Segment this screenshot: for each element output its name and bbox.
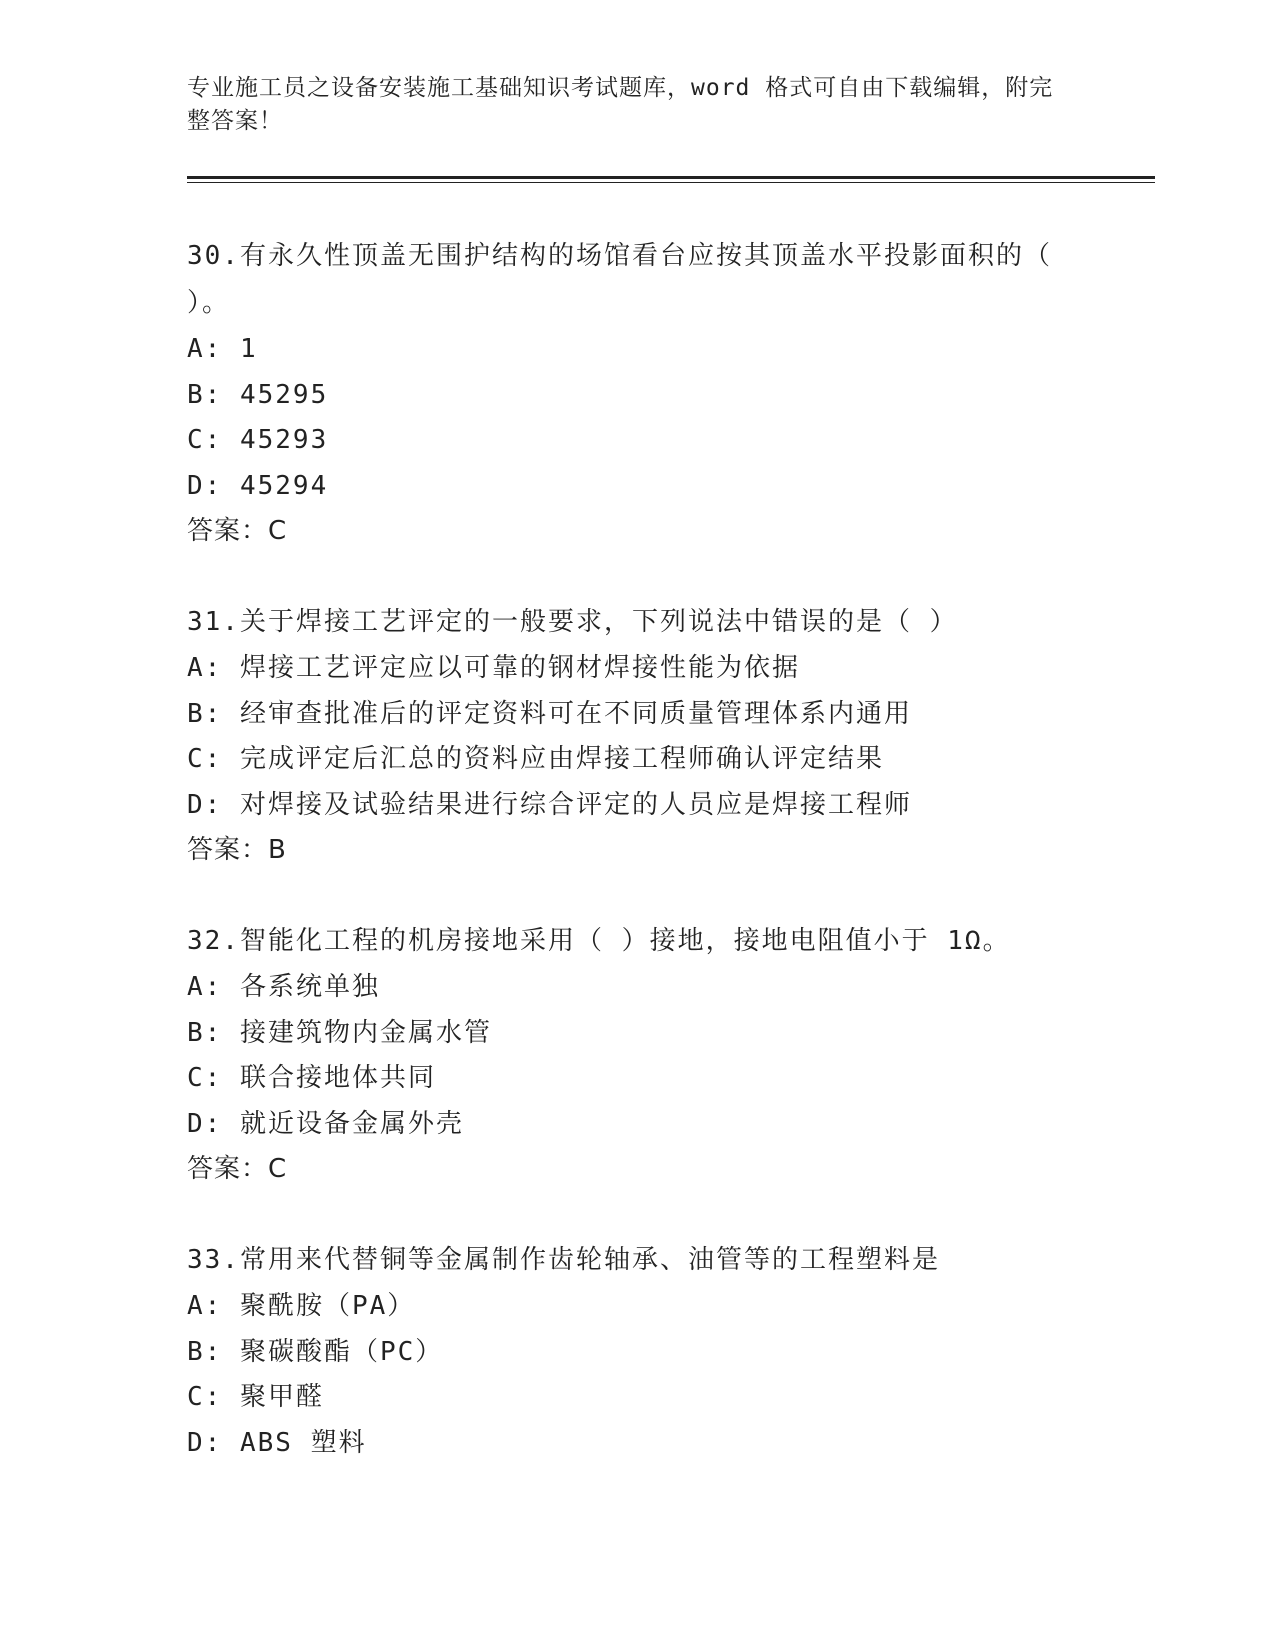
option-text: 45293	[239, 425, 329, 455]
question-text	[187, 918, 1087, 965]
document-header	[187, 72, 1067, 138]
option-b	[187, 373, 1087, 419]
option-letter: B:	[187, 1017, 223, 1048]
option-text: 就近设备金属外壳	[239, 1108, 464, 1139]
option-b	[187, 1011, 1087, 1057]
question-32	[187, 918, 1087, 1192]
header-divider-thick	[187, 176, 1155, 179]
option-letter: A:	[187, 334, 223, 364]
option-text: 焊接工艺评定应以可靠的钢材焊接性能为依据	[239, 653, 800, 683]
option-text: ABS 塑料	[239, 1427, 367, 1458]
header-line-2: 整答案！	[187, 108, 283, 134]
option-c	[187, 737, 1087, 783]
option-letter: D:	[187, 1427, 223, 1458]
option-text: 接建筑物内金属水管	[239, 1017, 492, 1048]
question-text	[187, 1237, 1087, 1284]
option-letter: A:	[187, 972, 223, 1002]
option-c	[187, 418, 1087, 464]
option-a	[187, 965, 1087, 1011]
option-text: 各系统单独	[239, 972, 380, 1002]
option-letter: C:	[187, 1063, 223, 1093]
option-text: 45294	[239, 470, 329, 501]
question-text-line-2: ）。	[187, 288, 231, 318]
option-text: 经审查批准后的评定资料可在不同质量管理体系内通用	[239, 698, 912, 729]
option-letter: B:	[187, 1336, 223, 1367]
answer-label: 答案：C	[187, 516, 288, 546]
header-divider-thin	[187, 182, 1155, 183]
question-list	[187, 233, 1087, 1511]
header-line-1: 专业施工员之设备安装施工基础知识考试题库，word 格式可自由下载编辑，附完	[187, 75, 1054, 101]
option-text: 45295	[239, 379, 329, 410]
option-b	[187, 692, 1087, 738]
question-31	[187, 599, 1087, 873]
option-d	[187, 1421, 1087, 1467]
question-text-line-1: 30.有永久性顶盖无围护结构的场馆看台应按其顶盖水平投影面积的（	[187, 241, 1052, 271]
option-a	[187, 646, 1087, 692]
answer-label: 答案：C	[187, 1154, 288, 1184]
option-letter: D:	[187, 1108, 223, 1139]
option-letter: D:	[187, 470, 223, 501]
option-letter: B:	[187, 698, 223, 729]
option-letter: C:	[187, 425, 223, 455]
option-text: 对焊接及试验结果进行综合评定的人员应是焊接工程师	[239, 789, 912, 820]
question-text-line-1: 33.常用来代替铜等金属制作齿轮轴承、油管等的工程塑料是	[187, 1245, 940, 1275]
option-letter: A:	[187, 653, 223, 683]
option-text: 聚甲醛	[239, 1382, 324, 1412]
option-text: 聚碳酸酯（PC）	[239, 1336, 444, 1367]
option-a	[187, 1284, 1087, 1330]
question-text	[187, 233, 1087, 327]
option-text: 1	[239, 334, 258, 364]
option-c	[187, 1375, 1087, 1421]
question-33	[187, 1237, 1087, 1466]
option-letter: C:	[187, 744, 223, 774]
option-letter: A:	[187, 1291, 223, 1321]
answer-label: 答案：B	[187, 835, 287, 865]
option-b	[187, 1330, 1087, 1376]
question-text-line-1: 32.智能化工程的机房接地采用（ ）接地，接地电阻值小于 1Ω。	[187, 926, 1011, 956]
option-d	[187, 783, 1087, 829]
option-letter: B:	[187, 379, 223, 410]
option-c	[187, 1056, 1087, 1102]
option-d	[187, 464, 1087, 510]
option-text: 聚酰胺（PA）	[239, 1291, 416, 1321]
question-30	[187, 233, 1087, 554]
option-text: 完成评定后汇总的资料应由焊接工程师确认评定结果	[239, 744, 884, 774]
option-text: 联合接地体共同	[239, 1063, 436, 1093]
option-d	[187, 1102, 1087, 1148]
option-a	[187, 327, 1087, 373]
question-text-line-1: 31.关于焊接工艺评定的一般要求，下列说法中错误的是（ ）	[187, 607, 958, 637]
question-text	[187, 599, 1087, 646]
option-letter: C:	[187, 1382, 223, 1412]
option-letter: D:	[187, 789, 223, 820]
